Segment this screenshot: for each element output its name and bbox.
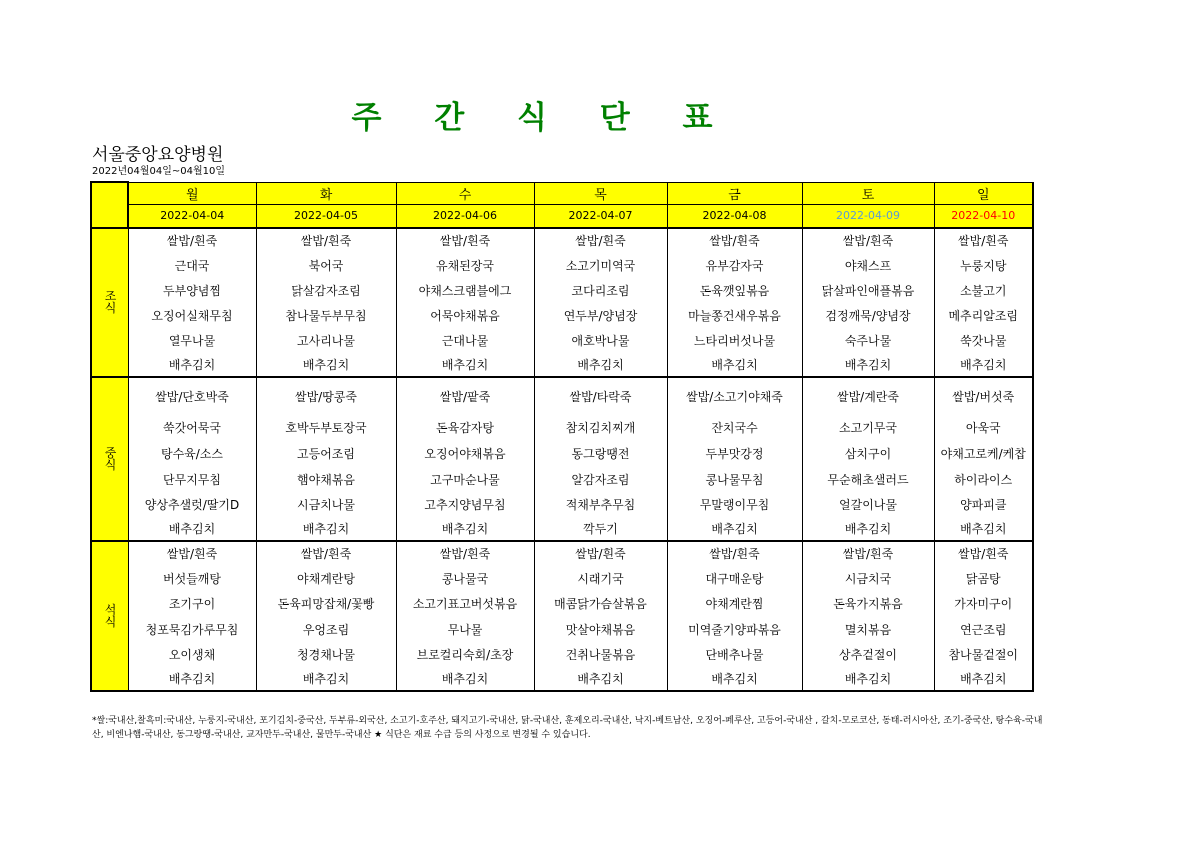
origin-footnote: *쌀:국내산,찰흑미:국내산, 누룽지-국내산, 포기김치-중국산, 두부류-외국산, 소고기-호주산, 돼지고기-국내산, 닭-국내산, 훈제오리-국내산, 낙지-베트남산, 오징어-페루산, 고등어-국내산 , 갈치-모로코산, 동태-러시아산, 조기-중국산, 탕수육-국내산, 비엔나햄-국내산, 동그랑땡-국내산, 교자만두-국내산, 물만두-국내산 ★ 식단은 재료 수급 등의 사정으로 변경될 수 있습니다.	[92, 716, 1043, 740]
menu-item: 애호박나물	[534, 328, 667, 353]
menu-row	[91, 566, 1033, 591]
menu-item: 야채고로케/케찹	[934, 440, 1033, 467]
menu-item: 쌀밥/흰죽	[128, 541, 256, 566]
menu-item: 닭살감자조림	[256, 278, 396, 303]
menu-item: 탕수육/소스	[128, 440, 256, 467]
menu-item: 고사리나물	[256, 328, 396, 353]
menu-item: 잔치국수	[667, 415, 802, 440]
menu-item: 두부양념찜	[128, 278, 256, 303]
menu-item: 배추김치	[802, 517, 934, 541]
menu-item: 버섯들깨탕	[128, 566, 256, 591]
day-label: 수	[396, 182, 534, 204]
menu-item: 참나물겉절이	[934, 642, 1033, 667]
menu-item: 쌀밥/땅콩죽	[256, 377, 396, 415]
menu-row	[91, 253, 1033, 278]
day-date: 2022-04-07	[534, 204, 667, 228]
menu-item: 참치김치찌개	[534, 415, 667, 440]
menu-item: 배추김치	[128, 517, 256, 541]
hospital-name: 서울중앙요양병원	[92, 145, 224, 165]
day-date: 2022-04-08	[667, 204, 802, 228]
menu-item: 배추김치	[534, 667, 667, 691]
menu-row	[91, 492, 1033, 517]
menu-item: 양파피클	[934, 492, 1033, 517]
menu-item: 야채계란탕	[256, 566, 396, 591]
menu-item: 쌀밥/흰죽	[128, 228, 256, 253]
menu-item: 시금치나물	[256, 492, 396, 517]
menu-item: 쌀밥/흰죽	[934, 228, 1033, 253]
menu-item: 콩나물무침	[667, 467, 802, 492]
menu-item: 쌀밥/흰죽	[256, 541, 396, 566]
menu-period: 2022년04월04일~04월10일	[92, 166, 226, 177]
menu-item: 배추김치	[802, 667, 934, 691]
menu-item: 배추김치	[802, 353, 934, 377]
menu-row	[91, 467, 1033, 492]
menu-item: 참나물두부무침	[256, 303, 396, 328]
corner-cell	[91, 182, 128, 228]
meal-label	[91, 541, 128, 691]
menu-item: 연근조림	[934, 617, 1033, 642]
menu-row	[91, 353, 1033, 377]
menu-item: 오이생채	[128, 642, 256, 667]
menu-row	[91, 541, 1033, 566]
menu-item: 쌀밥/팥죽	[396, 377, 534, 415]
menu-item: 야채스크램블에그	[396, 278, 534, 303]
menu-item: 배추김치	[934, 353, 1033, 377]
menu-item: 대구매운탕	[667, 566, 802, 591]
menu-item: 청경채나물	[256, 642, 396, 667]
menu-item: 고추지양념무침	[396, 492, 534, 517]
menu-item: 쌀밥/단호박죽	[128, 377, 256, 415]
menu-item: 무순해초샐러드	[802, 467, 934, 492]
menu-item: 검정깨묵/양념장	[802, 303, 934, 328]
menu-item: 무말랭이무침	[667, 492, 802, 517]
menu-item: 배추김치	[128, 667, 256, 691]
menu-item: 쌀밥/소고기야채죽	[667, 377, 802, 415]
menu-item: 멸치볶음	[802, 617, 934, 642]
menu-item: 가자미구이	[934, 591, 1033, 617]
menu-row	[91, 617, 1033, 642]
day-label: 월	[128, 182, 256, 204]
menu-item: 미역줄기양파볶음	[667, 617, 802, 642]
meal-label-text: 조식	[104, 289, 117, 315]
menu-item: 호박두부토장국	[256, 415, 396, 440]
day-date: 2022-04-04	[128, 204, 256, 228]
menu-row	[91, 278, 1033, 303]
menu-item: 소고기무국	[802, 415, 934, 440]
menu-item: 배추김치	[396, 517, 534, 541]
day-label: 화	[256, 182, 396, 204]
day-date: 2022-04-10	[934, 204, 1033, 228]
menu-item: 오징어실채무침	[128, 303, 256, 328]
menu-item: 배추김치	[256, 517, 396, 541]
menu-item: 오징어야채볶음	[396, 440, 534, 467]
menu-item: 쌀밥/흰죽	[667, 228, 802, 253]
menu-item: 상추겉절이	[802, 642, 934, 667]
menu-item: 우엉조림	[256, 617, 396, 642]
menu-item: 햄야채볶음	[256, 467, 396, 492]
menu-item: 고구마순나물	[396, 467, 534, 492]
menu-item: 쌀밥/흰죽	[256, 228, 396, 253]
menu-item: 배추김치	[667, 353, 802, 377]
menu-item: 배추김치	[934, 667, 1033, 691]
menu-item: 콩나물국	[396, 566, 534, 591]
menu-item: 마늘쫑건새우볶음	[667, 303, 802, 328]
page-title: 주 간 식 단 표	[351, 100, 734, 136]
menu-item: 닭살파인애플볶음	[802, 278, 934, 303]
day-date: 2022-04-09	[802, 204, 934, 228]
weekly-menu-table	[90, 181, 1034, 692]
menu-item: 배추김치	[667, 667, 802, 691]
menu-item: 야채계란찜	[667, 591, 802, 617]
menu-row	[91, 415, 1033, 440]
menu-row	[91, 377, 1033, 415]
menu-item: 메추리알조림	[934, 303, 1033, 328]
menu-item: 건취나물볶음	[534, 642, 667, 667]
day-label: 일	[934, 182, 1033, 204]
menu-item: 단무지무침	[128, 467, 256, 492]
menu-item: 맛살야채볶음	[534, 617, 667, 642]
menu-row	[91, 328, 1033, 353]
menu-item: 쌀밥/흰죽	[396, 541, 534, 566]
menu-item: 열무나물	[128, 328, 256, 353]
menu-item: 소고기미역국	[534, 253, 667, 278]
day-header-row	[91, 182, 1033, 204]
menu-item: 근대국	[128, 253, 256, 278]
menu-item: 시래기국	[534, 566, 667, 591]
menu-item: 아욱국	[934, 415, 1033, 440]
day-date: 2022-04-05	[256, 204, 396, 228]
date-header-row	[91, 204, 1033, 228]
menu-item: 쌀밥/버섯죽	[934, 377, 1033, 415]
menu-item: 브로컬리숙회/초장	[396, 642, 534, 667]
menu-item: 쌀밥/흰죽	[667, 541, 802, 566]
meal-label-text: 석식	[104, 602, 117, 629]
menu-item: 유부감자국	[667, 253, 802, 278]
menu-item: 단배추나물	[667, 642, 802, 667]
menu-item: 쌀밥/계란죽	[802, 377, 934, 415]
menu-item: 청포묵김가루무침	[128, 617, 256, 642]
menu-item: 쌀밥/타락죽	[534, 377, 667, 415]
menu-item: 느타리버섯나물	[667, 328, 802, 353]
menu-item: 돈육피망잡채/꽃빵	[256, 591, 396, 617]
menu-item: 배추김치	[256, 353, 396, 377]
menu-item: 쌀밥/흰죽	[802, 541, 934, 566]
menu-row	[91, 642, 1033, 667]
menu-item: 쌀밥/흰죽	[534, 541, 667, 566]
menu-item: 매콤닭가슴살볶음	[534, 591, 667, 617]
menu-item: 근대나물	[396, 328, 534, 353]
menu-item: 누룽지탕	[934, 253, 1033, 278]
menu-item: 양상추샐럿/딸기D	[128, 492, 256, 517]
menu-item: 배추김치	[667, 517, 802, 541]
menu-item: 배추김치	[534, 353, 667, 377]
menu-row	[91, 517, 1033, 541]
menu-item: 조기구이	[128, 591, 256, 617]
menu-row	[91, 591, 1033, 617]
menu-item: 쌀밥/흰죽	[934, 541, 1033, 566]
menu-item: 소불고기	[934, 278, 1033, 303]
menu-row	[91, 228, 1033, 253]
menu-item: 알감자조림	[534, 467, 667, 492]
menu-item: 돈육가지볶음	[802, 591, 934, 617]
menu-item: 유채된장국	[396, 253, 534, 278]
menu-item: 동그랑땡전	[534, 440, 667, 467]
menu-item: 배추김치	[128, 353, 256, 377]
menu-item: 쌀밥/흰죽	[534, 228, 667, 253]
menu-item: 쑥갓어묵국	[128, 415, 256, 440]
menu-item: 하이라이스	[934, 467, 1033, 492]
menu-item: 배추김치	[934, 517, 1033, 541]
menu-item: 두부맛강정	[667, 440, 802, 467]
menu-item: 배추김치	[396, 667, 534, 691]
menu-item: 쑥갓나물	[934, 328, 1033, 353]
menu-item: 배추김치	[256, 667, 396, 691]
menu-item: 소고기표고버섯볶음	[396, 591, 534, 617]
meal-label-text: 중식	[104, 445, 117, 472]
menu-item: 북어국	[256, 253, 396, 278]
menu-item: 무나물	[396, 617, 534, 642]
meal-label	[91, 377, 128, 541]
menu-row	[91, 440, 1033, 467]
menu-item: 돈육감자탕	[396, 415, 534, 440]
menu-item: 연두부/양념장	[534, 303, 667, 328]
menu-item: 숙주나물	[802, 328, 934, 353]
menu-item: 쌀밥/흰죽	[802, 228, 934, 253]
day-label: 금	[667, 182, 802, 204]
menu-row	[91, 667, 1033, 691]
menu-item: 코다리조림	[534, 278, 667, 303]
menu-item: 깍두기	[534, 517, 667, 541]
menu-item: 시금치국	[802, 566, 934, 591]
menu-item: 삼치구이	[802, 440, 934, 467]
menu-item: 돈육깻잎볶음	[667, 278, 802, 303]
day-date: 2022-04-06	[396, 204, 534, 228]
menu-item: 어묵야채볶음	[396, 303, 534, 328]
menu-item: 쌀밥/흰죽	[396, 228, 534, 253]
meal-label	[91, 228, 128, 377]
menu-item: 얼갈이나물	[802, 492, 934, 517]
menu-item: 야채스프	[802, 253, 934, 278]
day-label: 목	[534, 182, 667, 204]
menu-item: 고등어조림	[256, 440, 396, 467]
menu-item: 배추김치	[396, 353, 534, 377]
menu-row	[91, 303, 1033, 328]
menu-item: 적채부추무침	[534, 492, 667, 517]
day-label: 토	[802, 182, 934, 204]
menu-item: 닭곰탕	[934, 566, 1033, 591]
